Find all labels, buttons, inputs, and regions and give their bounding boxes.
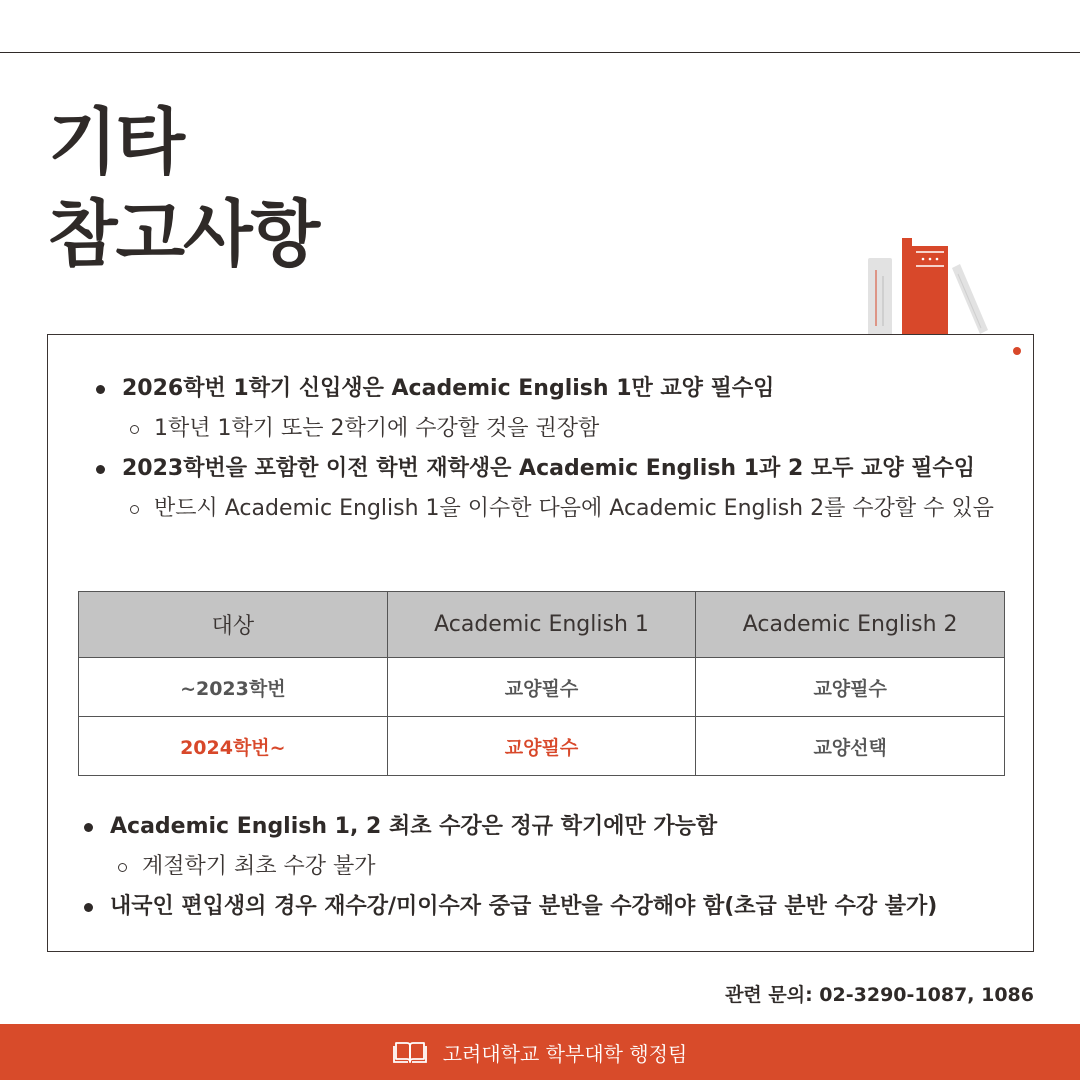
info-card	[47, 334, 1034, 952]
books-illustration	[866, 236, 990, 336]
contact-info: 관련 문의: 02-3290-1087, 1086	[725, 984, 1034, 1006]
list-subitem: 1학년 1학기 또는 2학기에 수강할 것을 권장함	[96, 409, 1006, 449]
notes-list-bottom	[84, 807, 1004, 927]
table-header-cell: Academic English 1	[387, 592, 696, 658]
notes-list-top	[96, 369, 1006, 529]
list-item: Academic English 1, 2 최초 수강은 정규 학기에만 가능함	[84, 807, 1004, 847]
title-line-1: 기타	[48, 100, 184, 184]
table-header-cell: 대상	[79, 592, 388, 658]
table-row	[79, 658, 1005, 717]
table-cell: 교양필수	[387, 717, 696, 776]
list-item: 2023학번을 포함한 이전 학번 재학생은 Academic English 1과 2 모두 교양 필수임	[96, 449, 1006, 489]
table-cell: ~2023학번	[79, 658, 388, 717]
footer-label: 고려대학교 학부대학 행정팀	[442, 1041, 688, 1066]
accent-dot	[1013, 347, 1021, 355]
table-cell: 교양선택	[696, 717, 1005, 776]
course-requirement-table	[78, 591, 1005, 776]
title-line-2: 참고사항	[48, 192, 319, 276]
list-item: 내국인 편입생의 경우 재수강/미이수자 중급 분반을 수강해야 함(초급 분반 수강 불가)	[84, 887, 1004, 927]
table-cell: 교양필수	[696, 658, 1005, 717]
footer-bar	[0, 1024, 1080, 1080]
list-item: 2026학번 1학기 신입생은 Academic English 1만 교양 필수임	[96, 369, 1006, 409]
top-divider	[0, 52, 1080, 53]
open-book-icon	[393, 1040, 427, 1064]
table-cell: 교양필수	[387, 658, 696, 717]
table-header-cell: Academic English 2	[696, 592, 1005, 658]
table-row	[79, 717, 1005, 776]
table-header-row	[79, 592, 1005, 658]
page-title	[48, 96, 318, 280]
list-subitem: 반드시 Academic English 1을 이수한 다음에 Academic English 2를 수강할 수 있음	[96, 489, 1006, 529]
table-cell: 2024학번~	[79, 717, 388, 776]
list-subitem: 계절학기 최초 수강 불가	[84, 847, 1004, 887]
